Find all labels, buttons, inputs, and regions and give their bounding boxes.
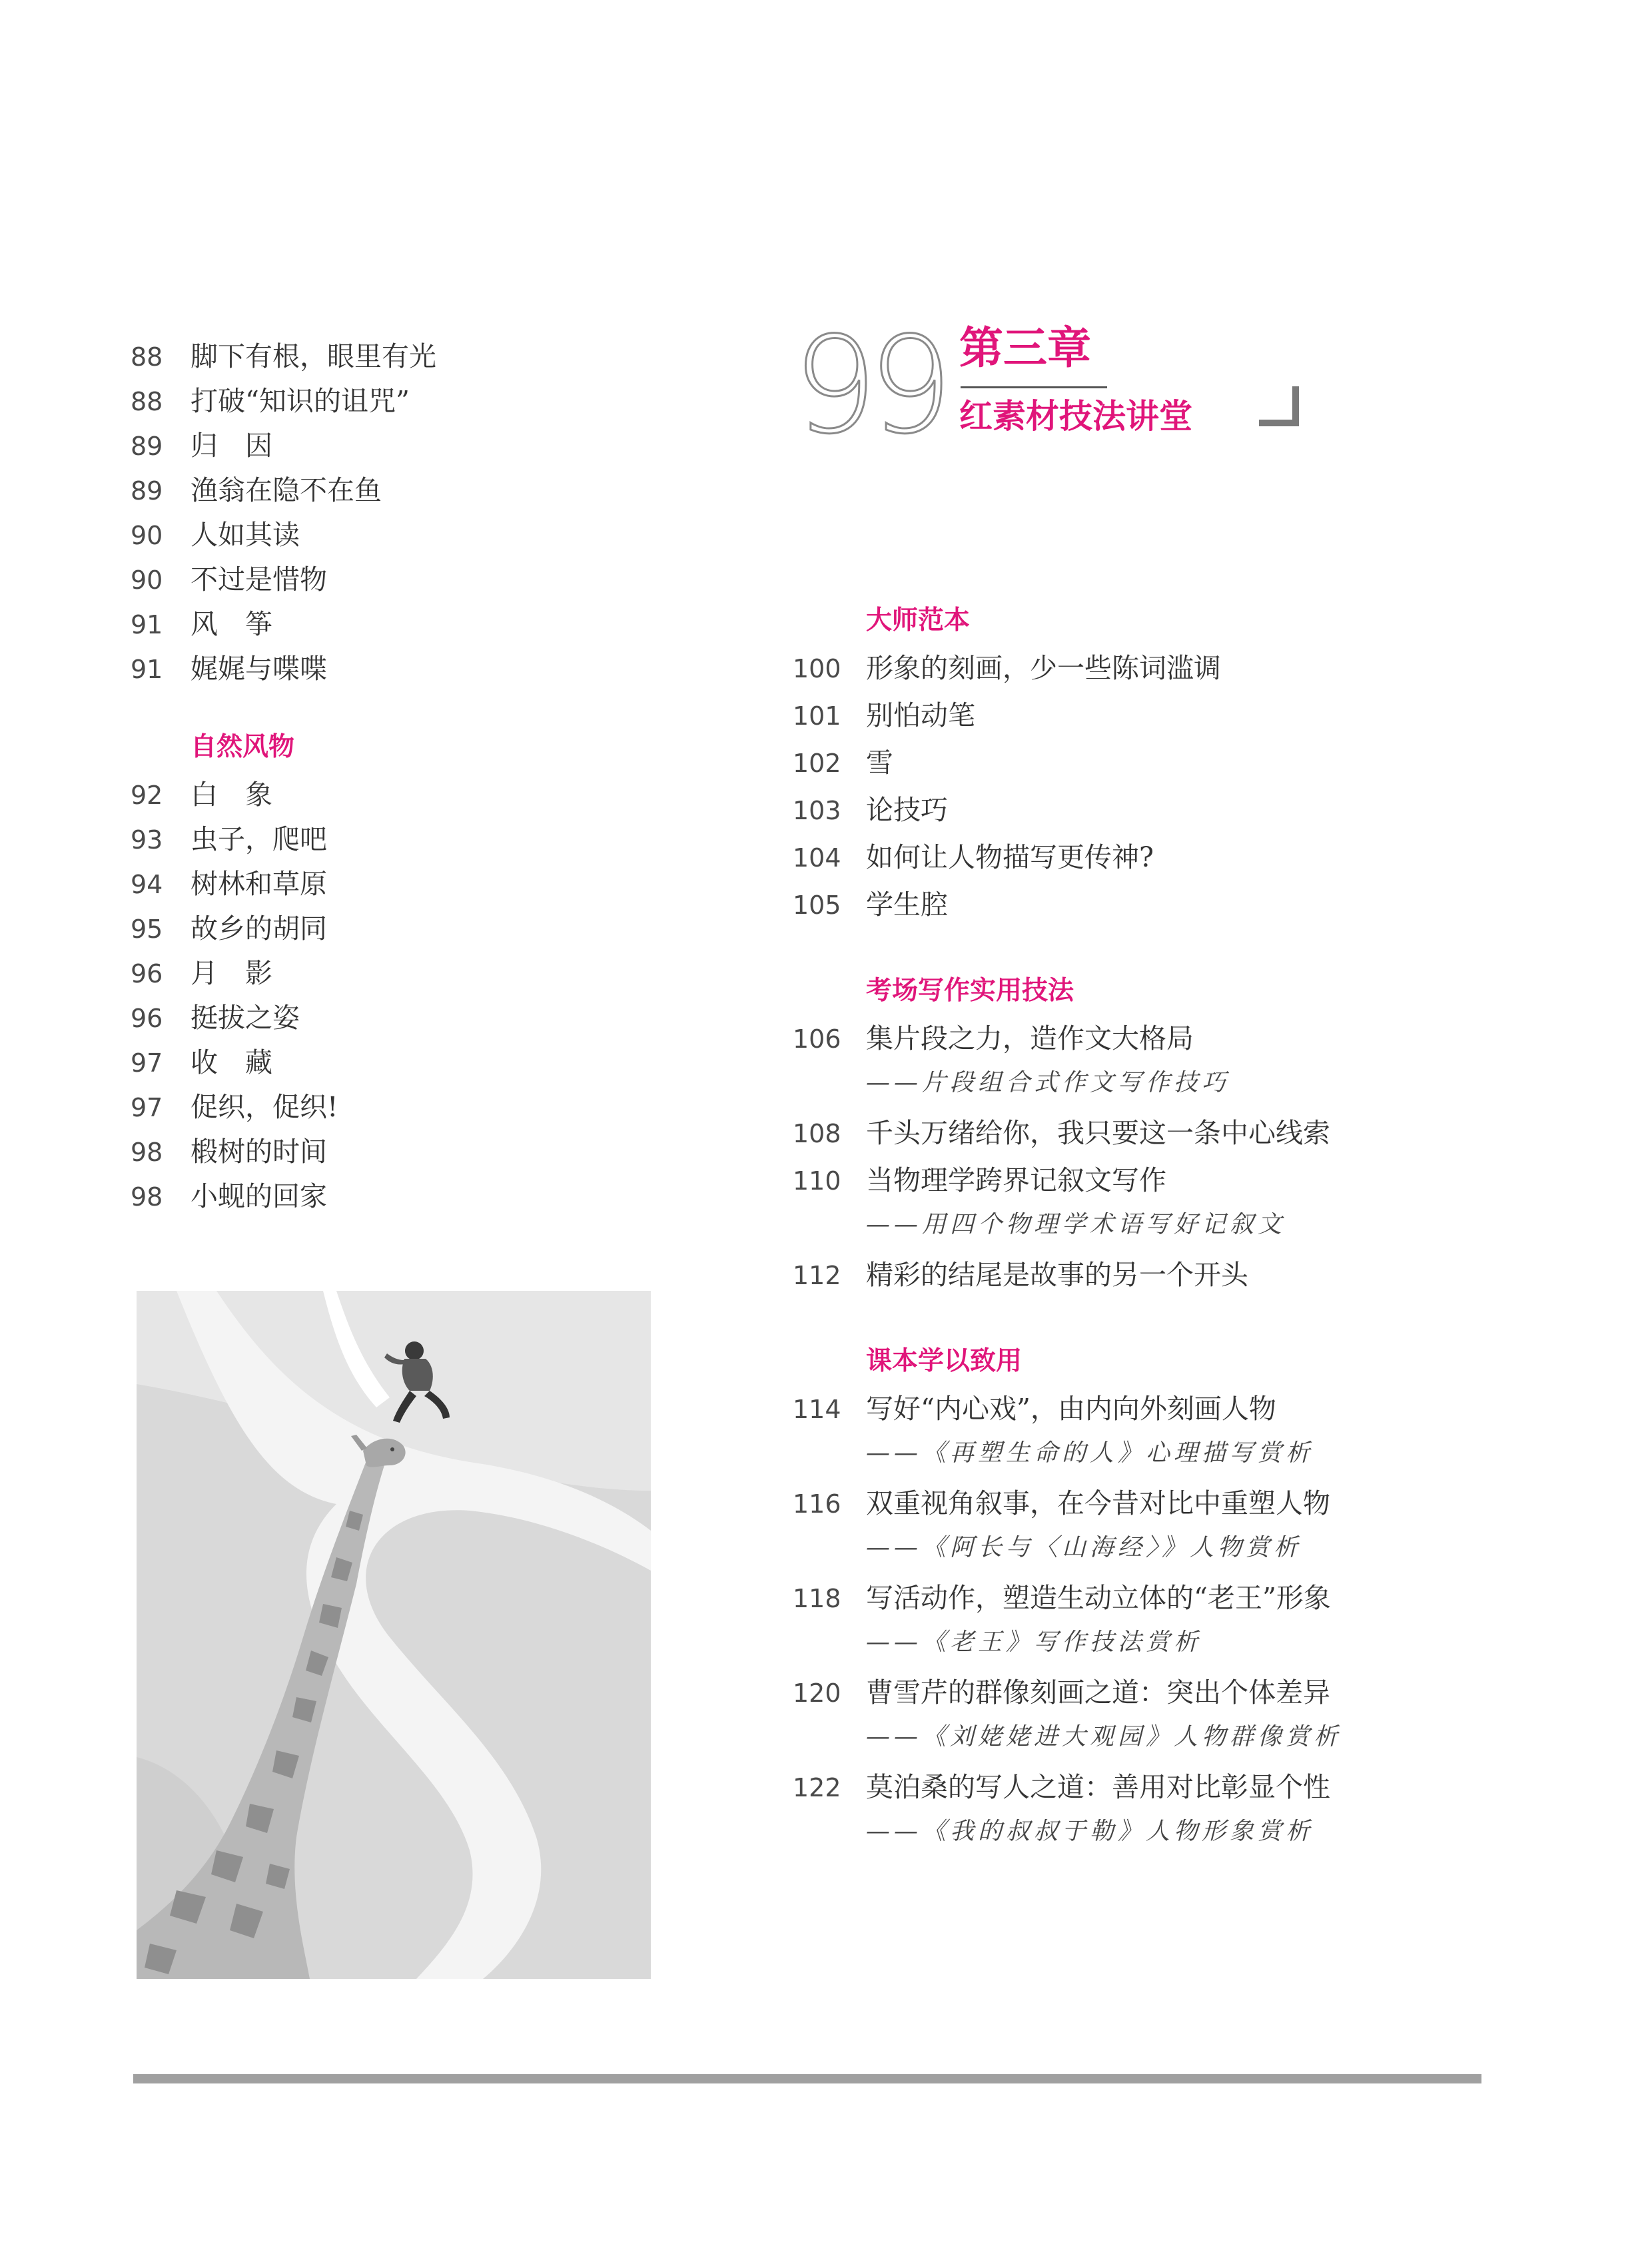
toc-entry[interactable]	[131, 468, 730, 513]
toc-entry[interactable]	[131, 513, 730, 558]
section-heading-exam-techniques: 考场写作实用技法	[866, 976, 1074, 1006]
toc-entry[interactable]	[131, 647, 730, 691]
toc-entry-subtitle: ——《我的叔叔于勒》人物形象赏析	[866, 1818, 1314, 1845]
chapter-subtitle: 红素材技法讲堂	[959, 397, 1192, 436]
chapter-title: 第三章	[959, 322, 1091, 374]
toc-entry-page-number: 120	[793, 1679, 841, 1708]
toc-entry-title: 双重视角叙事，在今昔对比中重塑人物	[866, 1487, 1330, 1519]
toc-entry-title: 虫子，爬吧	[191, 823, 327, 855]
toc-entry-page-number: 91	[131, 610, 163, 639]
toc-entry-title: 论技巧	[866, 794, 948, 826]
toc-entry-page-number: 114	[793, 1395, 841, 1424]
toc-entry[interactable]	[793, 835, 1459, 883]
toc-entry-title: 千头万绪给你，我只要这一条中心线索	[866, 1117, 1330, 1149]
toc-entry-subtitle: ——《再塑生命的人》心理描写赏析	[866, 1439, 1314, 1467]
toc-entry-page-number: 98	[131, 1138, 163, 1167]
toc-entry[interactable]	[793, 1253, 1459, 1300]
toc-entry-title: 如何让人物描写更传神?	[866, 841, 1154, 873]
chapter-page-number: 99	[793, 308, 944, 464]
toc-entry-title: 风 筝	[191, 608, 272, 640]
toc-entry[interactable]	[793, 693, 1459, 741]
toc-entry-title: 娓娓与喋喋	[191, 653, 327, 685]
toc-entry-page-number: 97	[131, 1048, 163, 1078]
toc-entry-page-number: 89	[131, 476, 163, 506]
toc-entry-page-number: 116	[793, 1489, 841, 1519]
toc-entry-page-number: 102	[793, 749, 841, 778]
toc-entry[interactable]	[131, 996, 730, 1040]
toc-entry-title: 促织，促织!	[191, 1091, 338, 1123]
toc-entry[interactable]	[793, 1765, 1459, 1812]
toc-entry-title: 挺拔之姿	[191, 1002, 300, 1034]
toc-entry-title: 写活动作，塑造生动立体的“老王”形象	[866, 1582, 1331, 1614]
toc-entry-title: 人如其读	[191, 519, 300, 551]
toc-entry[interactable]	[793, 1016, 1459, 1064]
toc-entry-title: 集片段之力，造作文大格局	[866, 1022, 1194, 1054]
toc-entry-subtitle: ——用四个物理学术语写好记叙文	[866, 1211, 1286, 1238]
toc-entry-title: 形象的刻画，少一些陈词滥调	[866, 652, 1221, 684]
toc-entry-page-number: 95	[131, 915, 163, 944]
toc-entry[interactable]	[131, 1040, 730, 1085]
toc-entry[interactable]	[131, 1174, 730, 1219]
toc-right-group-2	[793, 1016, 1459, 1300]
toc-entry[interactable]	[793, 646, 1459, 693]
toc-entry-page-number: 94	[131, 870, 163, 899]
toc-entry-page-number: 89	[131, 432, 163, 461]
toc-entry[interactable]	[793, 1671, 1459, 1718]
toc-entry-title: 精彩的结尾是故事的另一个开头	[866, 1259, 1248, 1291]
toc-entry-title: 渔翁在隐不在鱼	[191, 474, 382, 506]
toc-entry-page-number: 88	[131, 342, 163, 372]
chapter-title-underline	[961, 386, 1107, 388]
toc-entry[interactable]	[131, 1085, 730, 1130]
toc-entry-title: 归 因	[191, 430, 272, 462]
toc-entry-title: 故乡的胡同	[191, 913, 327, 944]
toc-entry[interactable]	[131, 773, 730, 817]
toc-right-group-1	[793, 646, 1459, 930]
toc-entry-subtitle: ——《刘姥姥进大观园》人物群像赏析	[866, 1723, 1342, 1750]
toc-entry-page-number: 101	[793, 701, 841, 731]
toc-entry[interactable]	[131, 951, 730, 996]
toc-entry-title: 写好“内心戏”，由内向外刻画人物	[866, 1393, 1276, 1425]
toc-entry-title: 月 影	[191, 957, 272, 989]
toc-entry-title: 脚下有根，眼里有光	[191, 340, 436, 372]
toc-entry-subtitle: ——片段组合式作文写作技巧	[866, 1069, 1230, 1096]
toc-entry[interactable]	[793, 1576, 1459, 1623]
toc-entry-page-number: 100	[793, 654, 841, 683]
toc-entry-page-number: 104	[793, 843, 841, 873]
toc-entry[interactable]	[131, 862, 730, 907]
toc-entry-subtitle: ——《老王》写作技法赏析	[866, 1629, 1202, 1656]
toc-entry[interactable]	[131, 817, 730, 862]
toc-entry[interactable]	[793, 741, 1459, 788]
toc-left-group-2	[131, 773, 730, 1219]
toc-entry[interactable]	[131, 424, 730, 468]
toc-right-group-3	[793, 1387, 1459, 1860]
toc-left-group-1	[131, 334, 730, 691]
toc-entry-title: 别怕动笔	[866, 699, 975, 731]
toc-entry[interactable]	[793, 1387, 1459, 1434]
toc-entry-title: 曹雪芹的群像刻画之道：突出个体差异	[866, 1677, 1330, 1708]
toc-entry-page-number: 110	[793, 1166, 841, 1196]
toc-entry-page-number: 90	[131, 565, 163, 595]
section-heading-masters: 大师范本	[866, 605, 971, 635]
toc-entry-page-number: 97	[131, 1093, 163, 1122]
toc-entry-title: 当物理学跨界记叙文写作	[866, 1164, 1166, 1196]
toc-entry-page-number: 108	[793, 1119, 841, 1148]
toc-entry-title: 白 象	[191, 779, 272, 811]
corner-bracket-icon	[1259, 386, 1299, 426]
toc-entry-page-number: 122	[793, 1773, 841, 1802]
toc-entry[interactable]	[793, 1111, 1459, 1158]
section-heading-nature: 自然风物	[191, 732, 295, 762]
toc-entry-title: 收 藏	[191, 1046, 272, 1078]
toc-entry-page-number: 92	[131, 781, 163, 810]
toc-entry-page-number: 118	[793, 1584, 841, 1613]
toc-entry[interactable]	[793, 883, 1459, 930]
toc-entry-title: 树林和草原	[191, 868, 327, 900]
toc-entry-page-number: 90	[131, 521, 163, 550]
toc-entry-page-number: 106	[793, 1024, 841, 1054]
section-heading-textbook: 课本学以致用	[866, 1346, 1023, 1376]
toc-entry[interactable]	[131, 1130, 730, 1174]
toc-entry-subtitle: ——《阿长与〈山海经〉》人物赏析	[866, 1534, 1302, 1561]
toc-entry-page-number: 93	[131, 825, 163, 855]
toc-entry-page-number: 88	[131, 387, 163, 416]
toc-entry-page-number: 112	[793, 1261, 841, 1290]
giraffe-illustration	[137, 1291, 651, 1979]
toc-entry[interactable]	[131, 602, 730, 647]
toc-entry-title: 学生腔	[866, 889, 948, 921]
toc-entry-page-number: 96	[131, 1004, 163, 1033]
toc-entry[interactable]	[793, 1158, 1459, 1206]
toc-right-column	[793, 599, 1459, 1860]
toc-entry-page-number: 91	[131, 655, 163, 684]
toc-entry-title: 莫泊桑的写人之道：善用对比彰显个性	[866, 1771, 1330, 1803]
toc-entry-page-number: 103	[793, 796, 841, 825]
toc-entry-page-number: 98	[131, 1182, 163, 1212]
toc-entry-page-number: 96	[131, 959, 163, 988]
toc-left-column	[131, 334, 730, 1219]
toc-entry[interactable]	[131, 907, 730, 951]
toc-entry-title: 小蚬的回家	[191, 1180, 327, 1212]
toc-entry[interactable]	[131, 558, 730, 602]
toc-entry-title: 不过是惜物	[191, 563, 327, 595]
toc-entry[interactable]	[131, 379, 730, 424]
toc-entry[interactable]	[793, 1481, 1459, 1529]
toc-entry[interactable]	[131, 334, 730, 379]
toc-entry-title: 雪	[866, 747, 893, 779]
toc-entry-title: 打破“知识的诅咒”	[191, 385, 410, 417]
toc-entry-title: 椴树的时间	[191, 1136, 327, 1168]
bottom-divider-bar	[133, 2074, 1481, 2083]
toc-entry-page-number: 105	[793, 891, 841, 920]
toc-entry[interactable]	[793, 788, 1459, 835]
